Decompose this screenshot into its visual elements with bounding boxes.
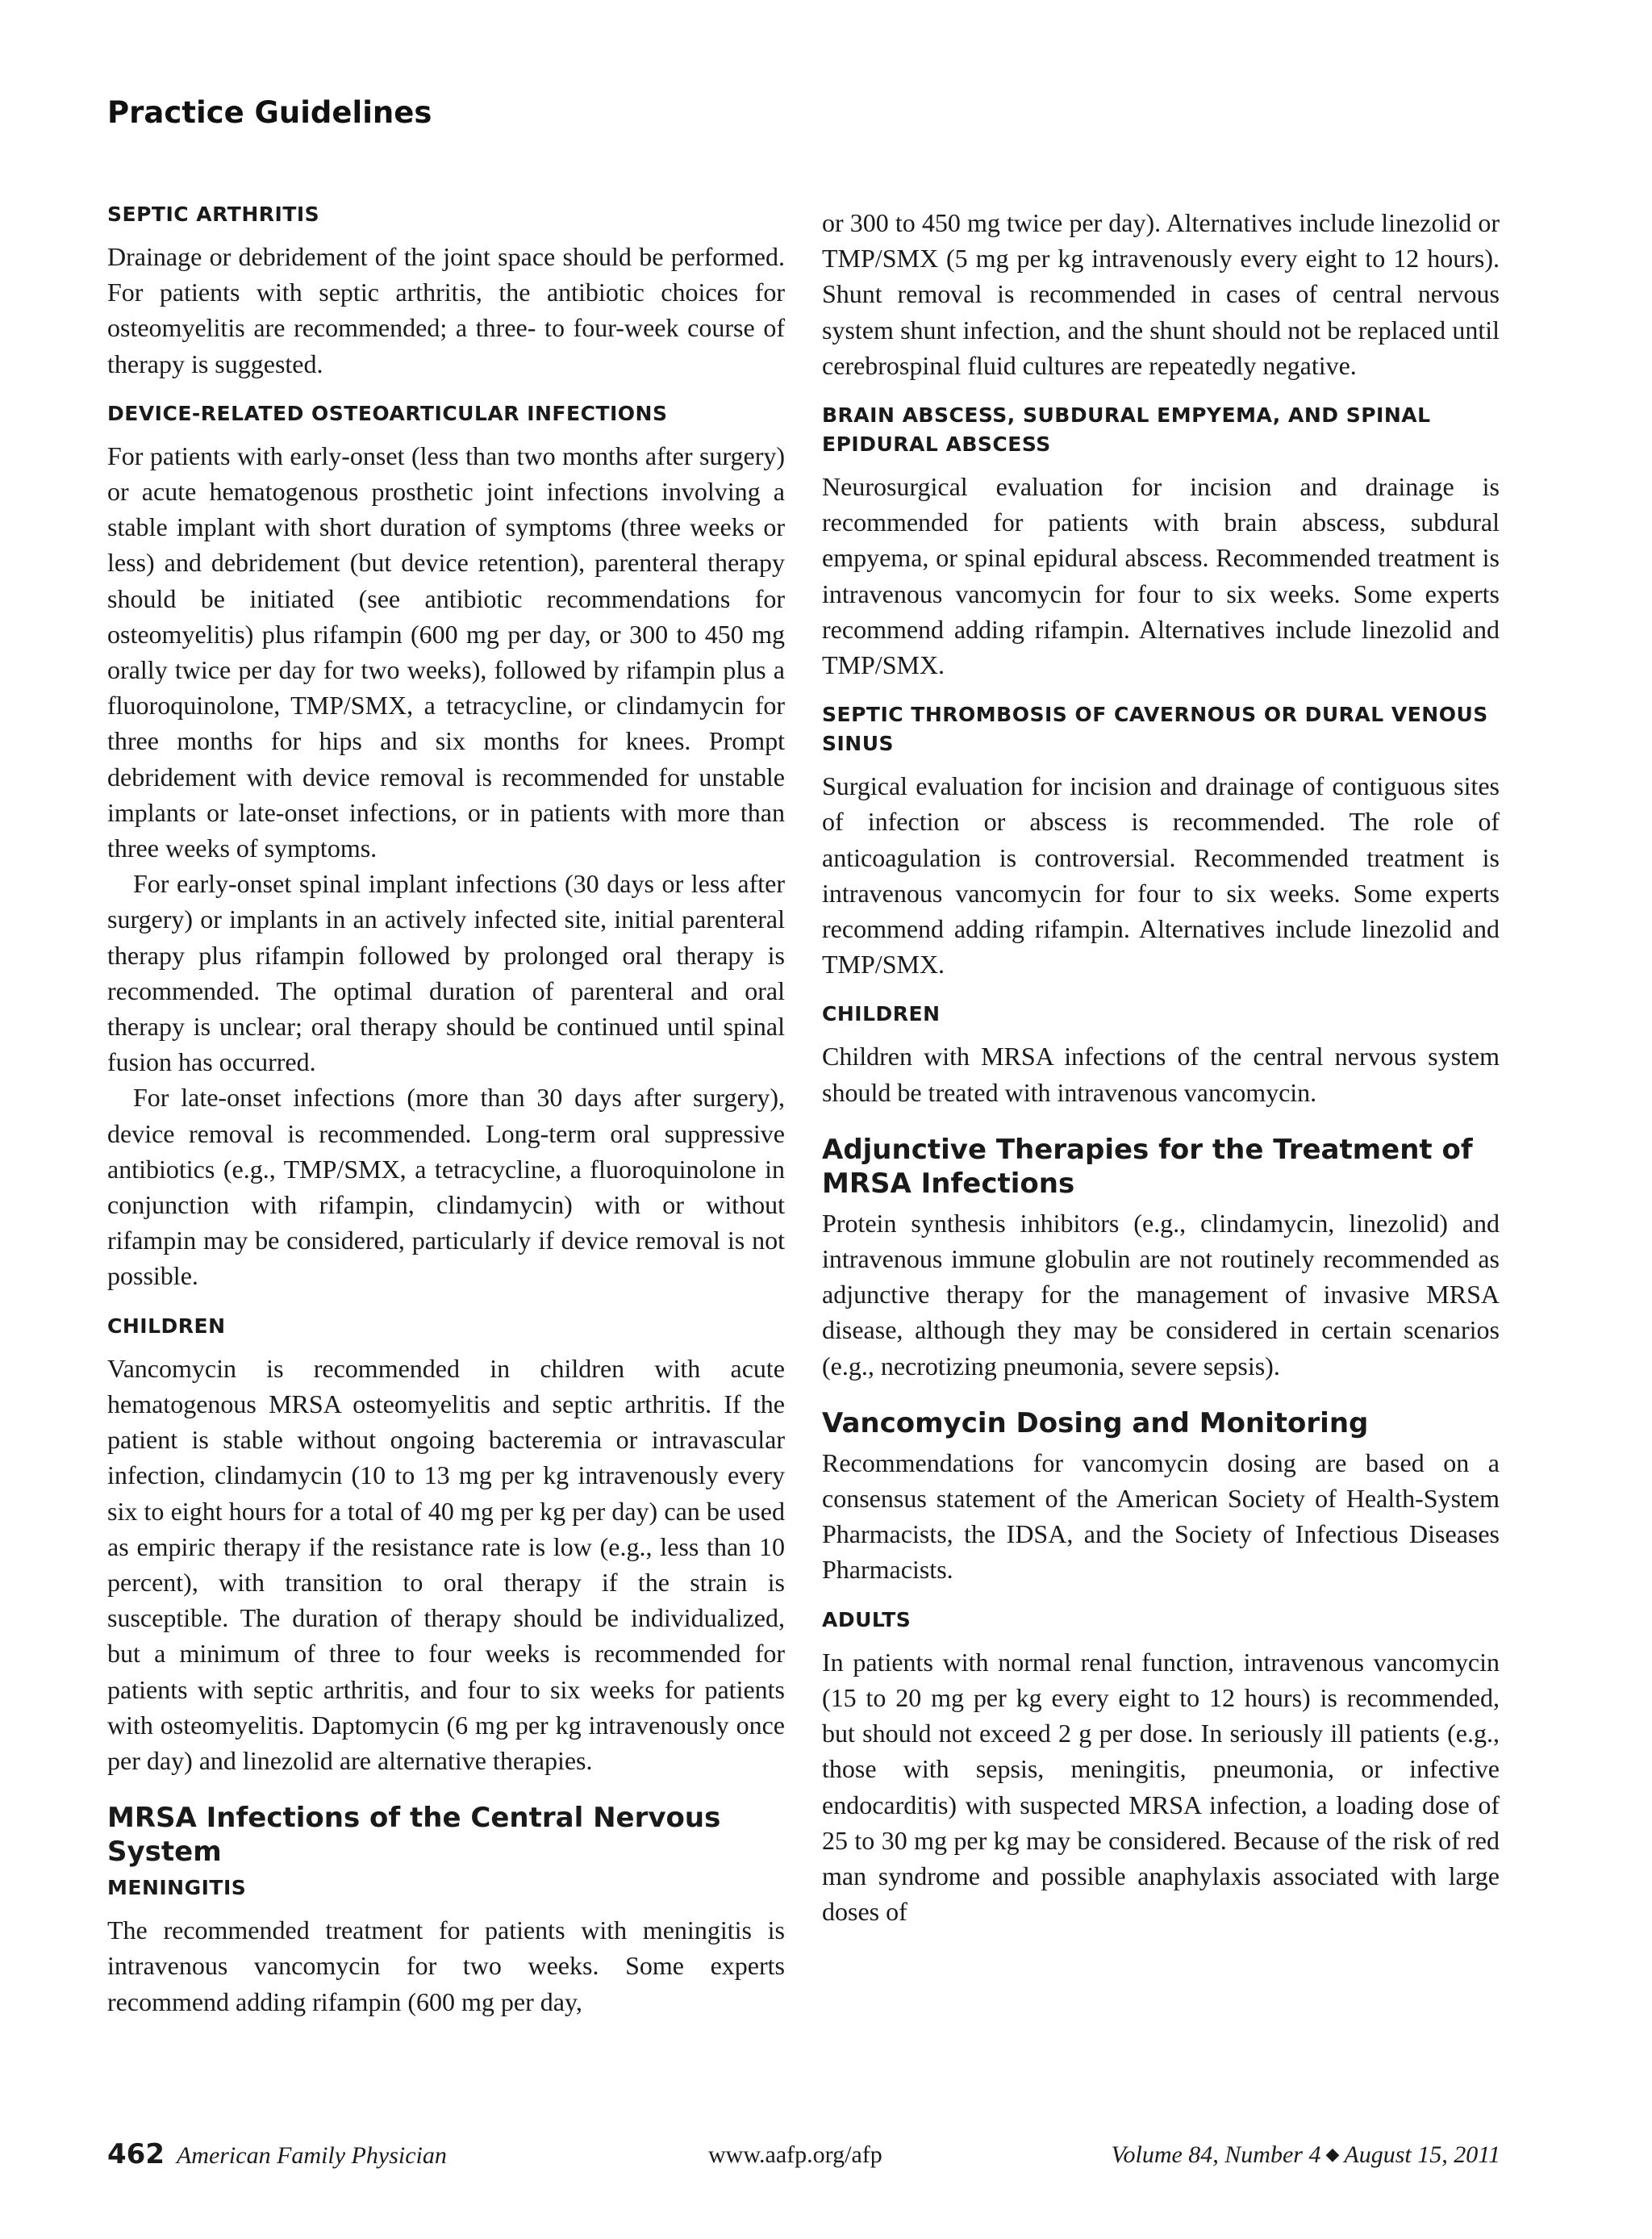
heading-children-osteo: CHILDREN <box>107 1314 226 1338</box>
section-title-vancomycin: Vancomycin Dosing and Monitoring <box>822 1406 1369 1439</box>
page-number: 462 <box>107 2138 165 2170</box>
page-footer <box>107 2138 1500 2178</box>
section-title-cns: MRSA Infections of the Central Nervous System <box>107 1802 721 1869</box>
paragraph-adjunctive: Protein synthesis inhibitors (e.g., clindamycin, linezolid) and intravenous immune globulin are not routinely recommended as adjunctive therapy for the management of invasive MRSA disease, although they may be considered in certain scenarios (e.g., necrotizing pneumonia, severe sepsis). <box>822 1208 1500 1381</box>
diamond-separator-icon: ◆ <box>1325 2144 1340 2164</box>
right-column <box>822 205 1500 1929</box>
paragraph-adults: In patients with normal renal function, intravenous vancomycin (15 to 20 mg per kg every eight to 12 hours) is recommended, but should not exceed 2 g per dose. In seriously ill patients (e.g., those with sepsis, meningitis, pneumonia, or infective endocarditis) with suspected MRSA infection, a loading dose of 25 to 30 mg per kg may be considered. Because of the risk of red man syndrome and possible anaphylaxis associated with large doses of <box>822 1647 1500 1927</box>
paragraph-brain-abscess: Neurosurgical evaluation for incision and drainage is recommended for patients with brain abscess, subdural empyema, or spinal epidural abscess. Recommended treatment is intravenous vancomycin for four to six weeks. Some experts recommend adding rifampin. Alternatives include linezolid and TMP/SMX. <box>822 472 1500 680</box>
heading-device-related: DEVICE-RELATED OSTEOARTICULAR INFECTIONS <box>107 401 668 425</box>
journal-url: www.aafp.org/afp <box>708 2141 882 2168</box>
section-title-adjunctive: Adjunctive Therapies for the Treatment of MRSA Infections <box>822 1133 1473 1200</box>
heading-brain-abscess: BRAIN ABSCESS, SUBDURAL EMPYEMA, AND SPINAL EPIDURAL ABSCESS <box>822 403 1431 457</box>
left-column <box>107 200 785 2020</box>
heading-septic-thrombosis: SEPTIC THROMBOSIS OF CAVERNOUS OR DURAL VENOUS SINUS <box>822 703 1488 756</box>
paragraph-device-related-3: For late-onset infections (more than 30 days after surgery), device removal is recommended. Long-term oral suppressive antibiotics (e.g., TMP/SMX, a tetracycline, a fluoroquinolone in conjunction with rifampin, clindamycin) with or without rifampin may be considered, particularly if device removal is not possible. <box>107 1083 785 1291</box>
paragraph-meningitis: The recommended treatment for patients with meningitis is intravenous vancomycin for two weeks. Some experts recommend adding rifampin (600 mg per day, <box>107 1915 785 2016</box>
heading-adults: ADULTS <box>822 1607 912 1631</box>
volume-info: Volume 84, Number 4 <box>1111 2141 1321 2168</box>
paragraph-septic-thrombosis: Surgical evaluation for incision and drainage of contiguous sites of infection or abscess is recommended. The role of anticoagulation is controversial. Recommended treatment is intravenous vancomycin for four to six weeks. Some experts recommend adding rifampin. Alternatives include linezolid and TMP/SMX. <box>822 771 1500 980</box>
paragraph-device-related-2: For early-onset spinal implant infections (30 days or less after surgery) or implants in an actively infected site, initial parenteral therapy plus rifampin followed by prolonged oral therapy is recommended. The optimal duration of parenteral and oral therapy is unclear; oral therapy should be continued until spinal fusion has occurred. <box>107 869 785 1077</box>
footer-left <box>107 2138 447 2170</box>
journal-name: American Family Physician <box>176 2142 447 2169</box>
running-head: Practice Guidelines <box>107 95 432 130</box>
paragraph-septic-arthritis: Drainage or debridement of the joint space should be performed. For patients with septic arthritis, the antibiotic choices for osteomyelitis are recommended; a three- to four-week course of therapy is suggested. <box>107 242 785 378</box>
heading-septic-arthritis: SEPTIC ARTHRITIS <box>107 203 320 226</box>
paragraph-device-related-1: For patients with early-onset (less than two months after surgery) or acute hematogenous prosthetic joint infections involving a stable implant with short duration of symptoms (three weeks or less) and debridement (but device retention), parenteral therapy should be initiated (see antibiotic recommendations for osteomyelitis) plus rifampin (600 mg per day, or 300 to 450 mg orally twice per day for two weeks), followed by rifampin plus a fluoroquinolone, TMP/SMX, a tetracycline, or clindamycin for three months for hips and six months for knees. Prompt debridement with device removal is recommended for unstable implants or late-onset infections, or in patients with more than three weeks of symptoms. <box>107 441 785 863</box>
heading-children-cns: CHILDREN <box>822 1002 941 1026</box>
issue-date: August 15, 2011 <box>1344 2141 1500 2168</box>
paragraph-children-osteo: Vancomycin is recommended in children with acute hematogenous MRSA osteomyelitis and septic arthritis. If the patient is stable without ongoing bacteremia or intravascular infection, clindamycin (10 to 13 mg per kg intravenously every six to eight hours for a total of 40 mg per kg per day) can be used as empiric therapy if the resistance rate is low (e.g., less than 10 percent), with transition to oral therapy if the strain is susceptible. The duration of therapy should be individualized, but a minimum of three to four weeks is recommended for patients with septic arthritis, and four to six weeks for patients with osteomyelitis. Daptomycin (6 mg per kg intravenously once per day) and linezolid are alternative therapies. <box>107 1353 785 1775</box>
paragraph-children-cns: Children with MRSA infections of the central nervous system should be treated with intravenous vancomycin. <box>822 1042 1500 1107</box>
footer-issue <box>1111 2141 1500 2169</box>
paragraph-vancomycin: Recommendations for vancomycin dosing are based on a consensus statement of the American Society of Health-System Pharmacists, the IDSA, and the Society of Infectious Diseases Pharmacists. <box>822 1447 1500 1585</box>
heading-meningitis: MENINGITIS <box>107 1876 247 1900</box>
paragraph-meningitis-continued: or 300 to 450 mg twice per day). Alternatives include linezolid or TMP/SMX (5 mg per kg intravenously every eight to 12 hours). Shunt removal is recommended in cases of central nervous system shunt infection, and the shunt should not be replaced until cerebrospinal fluid cultures are repeatedly negative. <box>822 208 1500 380</box>
